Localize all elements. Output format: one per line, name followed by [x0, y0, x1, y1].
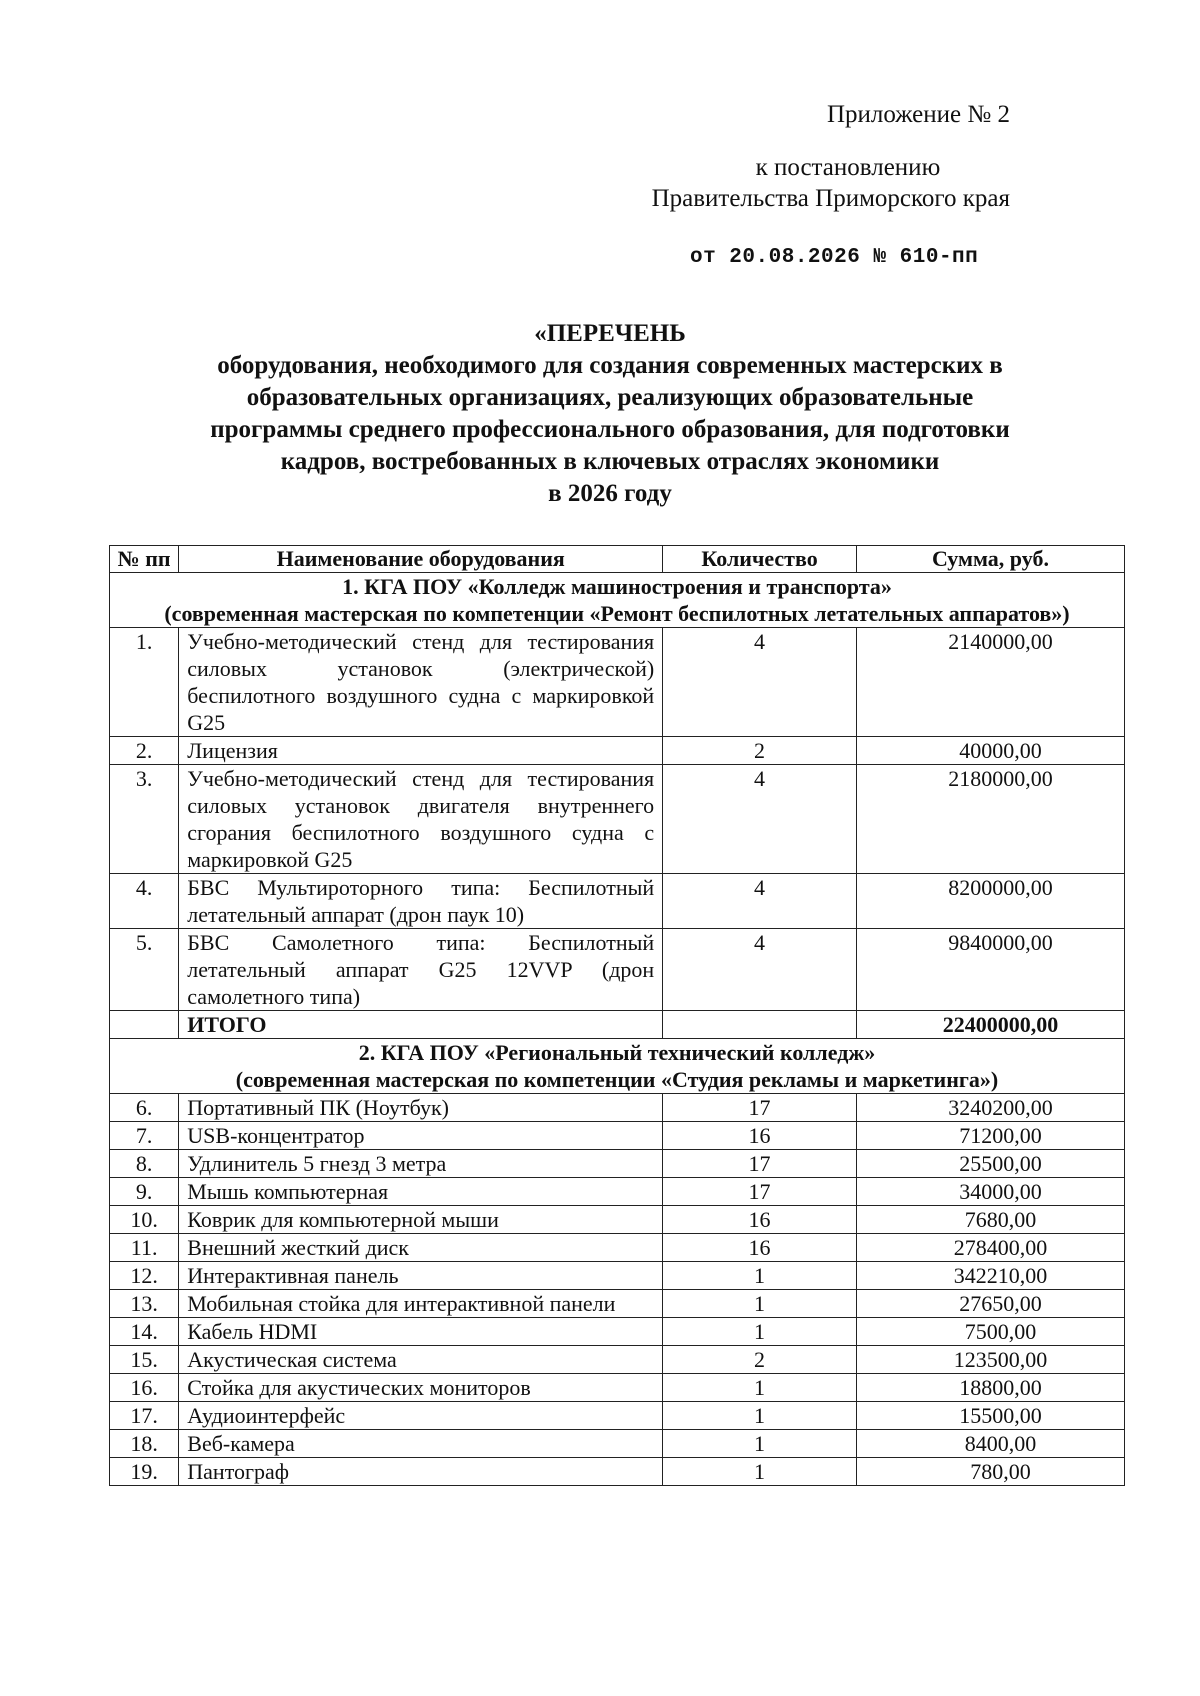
table-row [110, 1318, 1125, 1346]
row-name: Кабель HDMI [179, 1318, 663, 1346]
table-row [110, 1094, 1125, 1122]
row-name: Пантограф [179, 1458, 663, 1486]
table-row [110, 1262, 1125, 1290]
table-row [110, 1178, 1125, 1206]
row-name: Стойка для акустических мониторов [179, 1374, 663, 1402]
row-qty: 16 [663, 1234, 857, 1262]
table-body [110, 573, 1125, 1486]
row-sum: 3240200,00 [856, 1094, 1124, 1122]
section-title: 1. КГА ПОУ «Колледж машиностроения и транспорта» [342, 574, 892, 599]
row-num: 17. [110, 1402, 179, 1430]
row-qty: 4 [663, 874, 857, 929]
header-num: № пп [110, 546, 179, 573]
row-num: 15. [110, 1346, 179, 1374]
table-row [110, 1374, 1125, 1402]
table-row [110, 874, 1125, 929]
row-num: 3. [110, 765, 179, 874]
row-sum: 342210,00 [856, 1262, 1124, 1290]
table-row [110, 929, 1125, 1011]
row-num: 9. [110, 1178, 179, 1206]
decree-number: от 20.08.2026 № 610-пп [690, 246, 979, 269]
section-subtitle: (современная мастерская по компетенции «Ремонт беспилотных летательных аппаратов») [164, 601, 1070, 626]
row-qty: 2 [663, 737, 857, 765]
row-name: Учебно-методический стенд для тестирования силовых установок двигателя внутреннего сгорания беспилотного воздушного судна с маркировкой G25 [179, 765, 663, 874]
row-sum: 2180000,00 [856, 765, 1124, 874]
row-num: 11. [110, 1234, 179, 1262]
total-num [110, 1011, 179, 1039]
row-sum: 18800,00 [856, 1374, 1124, 1402]
row-sum: 15500,00 [856, 1402, 1124, 1430]
row-qty: 4 [663, 628, 857, 737]
row-qty: 1 [663, 1262, 857, 1290]
table-row [110, 765, 1125, 874]
row-sum: 25500,00 [856, 1150, 1124, 1178]
table-row [110, 1122, 1125, 1150]
row-sum: 123500,00 [856, 1346, 1124, 1374]
title-line: в 2026 году [548, 480, 672, 507]
row-sum: 8200000,00 [856, 874, 1124, 929]
row-num: 12. [110, 1262, 179, 1290]
total-label: ИТОГО [179, 1011, 663, 1039]
table-header-row [110, 546, 1125, 573]
row-name: USB-концентратор [179, 1122, 663, 1150]
row-sum: 71200,00 [856, 1122, 1124, 1150]
total-row [110, 1011, 1125, 1039]
section-row [110, 1039, 1125, 1094]
row-qty: 1 [663, 1290, 857, 1318]
row-qty: 17 [663, 1150, 857, 1178]
header-qty: Количество [663, 546, 857, 573]
row-name: Веб-камера [179, 1430, 663, 1458]
total-qty [663, 1011, 857, 1039]
table-row [110, 1150, 1125, 1178]
row-sum: 780,00 [856, 1458, 1124, 1486]
row-num: 10. [110, 1206, 179, 1234]
table-row [110, 1402, 1125, 1430]
section-row [110, 573, 1125, 628]
section-title: 2. КГА ПОУ «Региональный технический колледж» [358, 1040, 876, 1065]
row-sum: 27650,00 [856, 1290, 1124, 1318]
row-sum: 278400,00 [856, 1234, 1124, 1262]
table-row [110, 628, 1125, 737]
row-num: 8. [110, 1150, 179, 1178]
row-name: Интерактивная панель [179, 1262, 663, 1290]
row-qty: 4 [663, 765, 857, 874]
row-num: 1. [110, 628, 179, 737]
table-row [110, 1346, 1125, 1374]
row-sum: 34000,00 [856, 1178, 1124, 1206]
decree-reference [652, 152, 1010, 214]
equipment-table [109, 545, 1125, 1486]
row-sum: 8400,00 [856, 1430, 1124, 1458]
to-decree-label: к постановлению [755, 154, 941, 181]
row-qty: 1 [663, 1374, 857, 1402]
row-num: 14. [110, 1318, 179, 1346]
row-qty: 1 [663, 1458, 857, 1486]
row-num: 18. [110, 1430, 179, 1458]
table-row [110, 1430, 1125, 1458]
document-title [120, 318, 1100, 510]
header-name: Наименование оборудования [179, 546, 663, 573]
section-subtitle: (современная мастерская по компетенции «Студия рекламы и маркетинга») [235, 1067, 999, 1092]
title-line: образовательных организациях, реализующих образовательные [246, 384, 974, 411]
row-num: 5. [110, 929, 179, 1011]
title-line: программы среднего профессионального образования, для подготовки [210, 416, 1010, 443]
row-name: Акустическая система [179, 1346, 663, 1374]
row-num: 6. [110, 1094, 179, 1122]
table-row [110, 1290, 1125, 1318]
row-qty: 4 [663, 929, 857, 1011]
row-qty: 1 [663, 1402, 857, 1430]
row-num: 16. [110, 1374, 179, 1402]
row-num: 4. [110, 874, 179, 929]
table-row [110, 1458, 1125, 1486]
title-line: «ПЕРЕЧЕНЬ [534, 320, 686, 347]
row-name: БВС Мультироторного типа: Беспилотный летательный аппарат (дрон паук 10) [179, 874, 663, 929]
table-row [110, 1234, 1125, 1262]
row-name: Коврик для компьютерной мыши [179, 1206, 663, 1234]
title-line: кадров, востребованных в ключевых отраслях экономики [280, 448, 940, 475]
total-sum: 22400000,00 [856, 1011, 1124, 1039]
row-num: 7. [110, 1122, 179, 1150]
row-qty: 2 [663, 1346, 857, 1374]
row-name: Учебно-методический стенд для тестирования силовых установок (электрической) беспилотного воздушного судна с маркировкой G25 [179, 628, 663, 737]
table-row [110, 1206, 1125, 1234]
row-name: Удлинитель 5 гнезд 3 метра [179, 1150, 663, 1178]
row-name: Мобильная стойка для интерактивной панели [179, 1290, 663, 1318]
appendix-label: Приложение № 2 [826, 101, 1010, 128]
row-name: Внешний жесткий диск [179, 1234, 663, 1262]
row-num: 2. [110, 737, 179, 765]
table-row [110, 737, 1125, 765]
government-label: Правительства Приморского края [651, 185, 1010, 212]
row-sum: 9840000,00 [856, 929, 1124, 1011]
row-name: Лицензия [179, 737, 663, 765]
header-sum: Сумма, руб. [856, 546, 1124, 573]
row-name: БВС Самолетного типа: Беспилотный летательный аппарат G25 12VVP (дрон самолетного типа) [179, 929, 663, 1011]
row-name: Мышь компьютерная [179, 1178, 663, 1206]
row-qty: 16 [663, 1122, 857, 1150]
title-line: оборудования, необходимого для создания современных мастерских в [217, 352, 1003, 379]
row-name: Аудиоинтерфейс [179, 1402, 663, 1430]
row-qty: 17 [663, 1094, 857, 1122]
row-sum: 40000,00 [856, 737, 1124, 765]
row-name: Портативный ПК (Ноутбук) [179, 1094, 663, 1122]
row-qty: 1 [663, 1318, 857, 1346]
row-qty: 17 [663, 1178, 857, 1206]
row-sum: 7680,00 [856, 1206, 1124, 1234]
row-qty: 1 [663, 1430, 857, 1458]
row-num: 19. [110, 1458, 179, 1486]
row-qty: 16 [663, 1206, 857, 1234]
row-sum: 2140000,00 [856, 628, 1124, 737]
row-sum: 7500,00 [856, 1318, 1124, 1346]
row-num: 13. [110, 1290, 179, 1318]
